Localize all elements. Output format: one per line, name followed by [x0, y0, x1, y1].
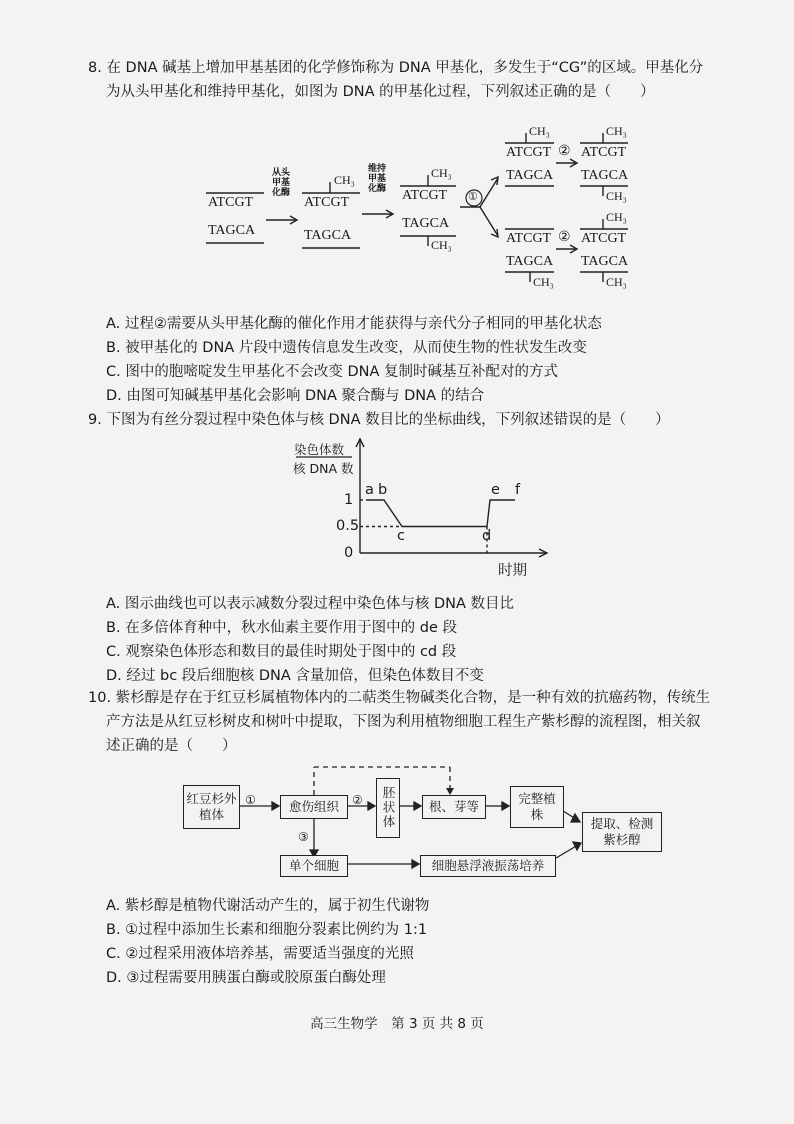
enzyme-denovo-l2: 甲基 [271, 178, 290, 188]
ch3-label: CH₃ [606, 210, 627, 224]
point-c: c [397, 528, 405, 544]
point-e: e [491, 482, 500, 498]
ch3-label: CH₃ [529, 124, 550, 138]
q9-option-a[interactable]: A. 图示曲线也可以表示减数分裂过程中染色体与核 DNA 数目比 [106, 596, 515, 612]
enzyme-maintain-l2: 甲基 [367, 174, 386, 184]
q10-stem-line3: 述正确的是（ ） [106, 738, 237, 754]
dna-top-4: ATCGT [506, 145, 552, 160]
enzyme-denovo-l1: 从头 [271, 168, 290, 178]
q10-stem-line1: 10. 紫杉醇是存在于红豆杉属植物体内的二萜类生物碱类化合物，是一种有效的抗癌药物，传统生 [88, 690, 711, 706]
q10-option-d[interactable]: D. ③过程需要用胰蛋白酶或胶原蛋白酶处理 [106, 970, 386, 986]
step-2-label: ② [558, 144, 571, 159]
ch3-label: CH₃ [431, 166, 452, 180]
point-a: a [365, 482, 374, 498]
dna-top-6: ATCGT [506, 231, 552, 246]
ch3-label: CH₃ [606, 275, 627, 289]
flow-single-cell: 单个细胞 [280, 855, 348, 877]
dna-bottom-5: TAGCA [581, 168, 629, 183]
ch3-label: CH₃ [431, 238, 452, 252]
ch3-label: CH₃ [334, 173, 355, 187]
q8-option-b[interactable]: B. 被甲基化的 DNA 片段中遗传信息发生改变，从而使生物的性状发生改变 [106, 340, 587, 356]
q10-option-c[interactable]: C. ②过程采用液体培养基，需要适当强度的光照 [106, 946, 414, 962]
flow-extract: 提取、检测紫杉醇 [582, 812, 662, 852]
dna-bottom-2: TAGCA [304, 228, 352, 243]
dna-bottom-7: TAGCA [581, 254, 629, 269]
dna-top-1: ATCGT [208, 195, 254, 210]
flow-root-bud: 根、芽等 [422, 795, 486, 819]
enzyme-denovo-l3: 化酶 [271, 188, 290, 198]
q10-option-b[interactable]: B. ①过程中添加生长素和细胞分裂素比例约为 1:1 [106, 922, 428, 938]
q8-option-d[interactable]: D. 由图可知碱基甲基化会影响 DNA 聚合酶与 DNA 的结合 [106, 388, 485, 404]
flow-step-2: ② [352, 793, 363, 807]
q8-stem-line1: 8. 在 DNA 碱基上增加甲基基团的化学修饰称为 DNA 甲基化，多发生于“CG”的区域。甲基化分 [88, 60, 704, 76]
q8-option-c[interactable]: C. 图中的胞嘧啶发生甲基化不会改变 DNA 复制时碱基互补配对的方式 [106, 364, 558, 380]
dna-bottom-6: TAGCA [506, 254, 554, 269]
flow-explant: 红豆杉外植体 [183, 785, 240, 829]
q9-option-b[interactable]: B. 在多倍体育种中，秋水仙素主要作用于图中的 de 段 [106, 620, 458, 636]
chart-ylabel-line2: 核 DNA 数 [293, 461, 354, 476]
dna-top-2: ATCGT [304, 195, 350, 210]
q10-option-a[interactable]: A. 紫杉醇是植物代谢活动产生的，属于初生代谢物 [106, 898, 430, 914]
dna-top-5: ATCGT [581, 145, 627, 160]
chart-ylabel-line1: 染色体数 [294, 442, 345, 457]
q9-option-d[interactable]: D. 经过 bc 段后细胞核 DNA 含量加倍，但染色体数目不变 [106, 668, 484, 684]
dna-top-7: ATCGT [581, 231, 627, 246]
step-2-label-b: ② [558, 230, 571, 245]
dna-top-3: ATCGT [402, 188, 448, 203]
ytick-0-5: 0.5 [336, 518, 360, 534]
q8-option-a[interactable]: A. 过程②需要从头甲基化酶的催化作用才能获得与亲代分子相同的甲基化状态 [106, 316, 602, 332]
chart-origin: 0 [344, 545, 354, 561]
flow-callus: 愈伤组织 [280, 795, 348, 819]
dna-bottom-1: TAGCA [208, 223, 256, 238]
flow-step-3: ③ [298, 830, 309, 844]
ch3-label: CH₃ [533, 275, 554, 289]
step-1-label: ① [468, 191, 478, 203]
enzyme-maintain-l1: 维持 [367, 164, 386, 174]
ch3-label: CH₃ [606, 189, 627, 203]
enzyme-maintain-l3: 化酶 [367, 184, 386, 194]
flow-embryoid: 胚状体 [376, 778, 400, 838]
ch3-label: CH₃ [606, 124, 627, 138]
q9-stem: 9. 下图为有丝分裂过程中染色体与核 DNA 数目比的坐标曲线，下列叙述错误的是（ ） [88, 412, 670, 428]
page-footer: 高三生物学 第 3 页 共 8 页 [310, 1016, 484, 1032]
dna-bottom-4: TAGCA [506, 168, 554, 183]
q10-stem-line2: 产方法是从红豆杉树皮和树叶中提取，下图为利用植物细胞工程生产紫杉醇的流程图，相关叙 [106, 714, 701, 730]
chart-xlabel: 时期 [498, 563, 527, 579]
ytick-1: 1 [344, 492, 354, 508]
q9-option-c[interactable]: C. 观察染色体形态和数目的最佳时期处于图中的 cd 段 [106, 644, 457, 660]
point-f: f [515, 482, 521, 498]
dna-bottom-3: TAGCA [402, 216, 450, 231]
point-d: d [482, 528, 492, 544]
point-b: b [378, 482, 388, 498]
q8-stem-line2: 为从头甲基化和维持甲基化，如图为 DNA 的甲基化过程，下列叙述正确的是（ ） [106, 84, 655, 100]
flow-step-1: ① [245, 793, 256, 807]
flow-suspension: 细胞悬浮液振荡培养 [420, 855, 556, 877]
flow-whole-plant: 完整植株 [510, 786, 564, 828]
